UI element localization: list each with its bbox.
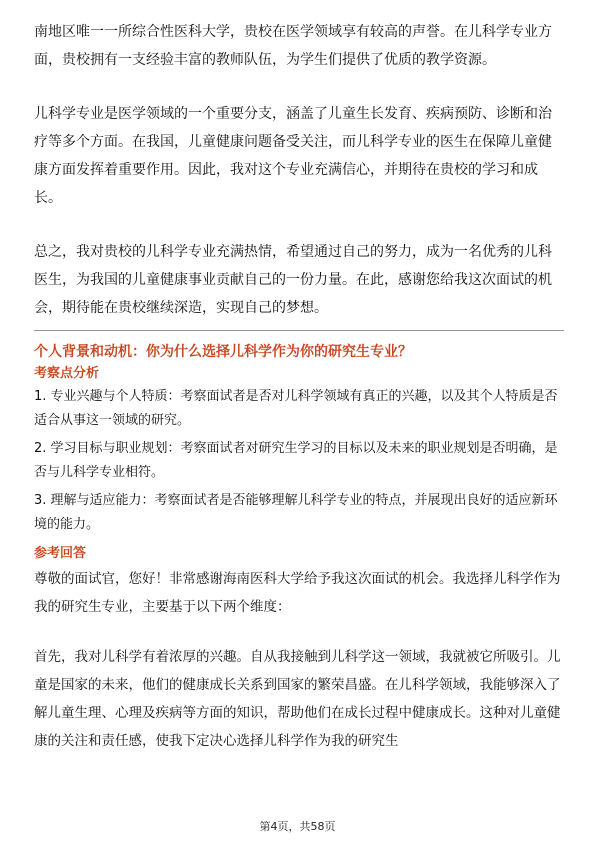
analysis-item: 3. 理解与适应能力：考察面试者是否能够理解儿科学专业的特点，并展现出良好的适应新环境的能力。 [34, 493, 558, 532]
analysis-item: 1. 专业兴趣与个人特质：考察面试者是否对儿科学领域有真正的兴趣，以及其个人特质是否适合从事这一领域的研究。 [34, 389, 558, 428]
analysis-heading: 考察点分析 [34, 366, 100, 381]
paragraph-gap [34, 74, 564, 100]
question-title: 个人背景和动机：你为什么选择儿科学作为你的研究生专业？ [34, 344, 412, 360]
page-footer: 第4页，共58页 [259, 820, 336, 833]
paragraph-gap [34, 212, 564, 238]
answer-section [34, 565, 564, 755]
section-divider [34, 330, 564, 331]
intro-paragraph-2: 儿科学专业是医学领域的一个重要分支，涵盖了儿童生长发育、疾病预防、诊断和治疗等多个方面。在我国，儿童健康问题备受关注，而儿科学专业的医生在保障儿童健康方面发挥着重要作用。因此，我对这个专业充满信心，并期待在贵校的学习和成长。 [34, 106, 552, 206]
answer-paragraph-1: 尊敬的面试官，您好！非常感谢海南医科大学给予我这次面试的机会。我选择儿科学作为我的研究生专业，主要基于以下两个维度： [34, 571, 561, 615]
document-page [34, 18, 564, 755]
analysis-item: 2. 学习目标与职业规划：考察面试者对研究生学习的目标以及未来的职业规划是否明确，是否与儿科学专业相符。 [34, 441, 558, 480]
answer-paragraph-2: 首先，我对儿科学有着浓厚的兴趣。自从我接触到儿科学这一领域，我就被它所吸引。儿童是国家的未来，他们的健康成长关系到国家的繁荣昌盛。在儿科学领域，我能够深入了解儿童生理、心理及疾病等方面的知识，帮助他们在成长过程中健康成长。这种对儿童健康的关注和责任感，使我下定决心选择儿科学作为我的研究生 [34, 649, 561, 749]
analysis-list [34, 385, 564, 537]
answer-heading: 参考回答 [34, 546, 87, 561]
intro-paragraph-1: 南地区唯一一所综合性医科大学，贵校在医学领域享有较高的声誉。在儿科学专业方面，贵校拥有一支经验丰富的教师队伍，为学生们提供了优质的教学资源。 [34, 24, 552, 68]
intro-paragraph-3: 总之，我对贵校的儿科学专业充满热情，希望通过自己的努力，成为一名优秀的儿科医生，为我国的儿童健康事业贡献自己的一份力量。在此，感谢您给我这次面试的机会，期待能在贵校继续深造，实现自己的梦想。 [34, 244, 552, 316]
paragraph-gap [34, 621, 564, 643]
